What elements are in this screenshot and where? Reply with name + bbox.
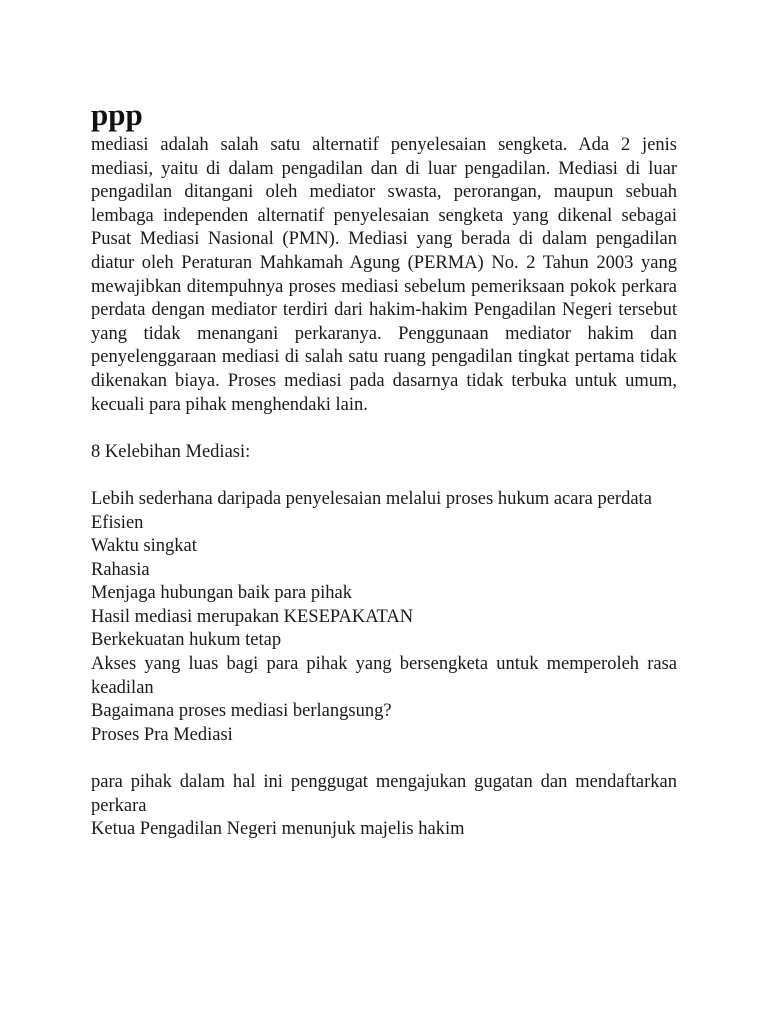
document-title: ppp (91, 97, 143, 132)
pre-mediation-step: para pihak dalam hal ini penggugat mengajukan gugatan dan mendaftarkan perkara (91, 772, 677, 816)
advantages-list (91, 488, 677, 700)
advantage-item: Rahasia (91, 559, 150, 580)
pre-mediation-heading: Proses Pra Mediasi (91, 724, 233, 745)
advantage-item: Hasil mediasi merupakan KESEPAKATAN (91, 606, 414, 627)
paragraph-spacer (91, 464, 677, 488)
pre-mediation-step: Ketua Pengadilan Negeri menunjuk majelis hakim (91, 819, 465, 840)
advantages-heading: 8 Kelebihan Mediasi: (91, 441, 251, 462)
advantage-item: Efisien (91, 512, 144, 533)
pre-mediation-steps (91, 771, 677, 842)
advantage-item: Berkekuatan hukum tetap (91, 630, 282, 651)
advantage-item: Lebih sederhana daripada penyelesaian melalui proses hukum acara perdata (91, 488, 652, 509)
advantage-item: Akses yang luas bagi para pihak yang bersengketa untuk memperoleh rasa keadilan (91, 654, 677, 698)
advantage-item: Waktu singkat (91, 536, 197, 557)
document-body (91, 98, 677, 842)
process-question: Bagaimana proses mediasi berlangsung? (91, 701, 392, 722)
intro-paragraph: mediasi adalah salah satu alternatif penyelesaian sengketa. Ada 2 jenis mediasi, yaitu di dalam pengadilan dan di luar pengadilan. Mediasi di luar pengadilan ditangani oleh mediator swasta, perorangan, maupun sebuah lembaga independen alternatif penyelesaian sengketa yang dikenal sebagai Pusat Mediasi Nasional (PMN). Mediasi yang berada di dalam pengadilan diatur oleh Peraturan Mahkamah Agung (PERMA) No. 2 Tahun 2003 yang mewajibkan ditempuhnya proses mediasi sebelum pemeriksaan pokok perkara perdata dengan mediator terdiri dari hakim-hakim Pengadilan Negeri tersebut yang tidak menangani perkaranya. Penggunaan mediator hakim dan penyelenggaraan mediasi di salah satu ruang pengadilan tingkat pertama tidak dikenakan biaya. Proses mediasi pada dasarnya tidak terbuka untuk umum, kecuali para pihak menghendaki lain. (91, 135, 677, 415)
paragraph-spacer (91, 747, 677, 771)
paragraph-spacer (91, 417, 677, 441)
advantage-item: Menjaga hubungan baik para pihak (91, 583, 352, 604)
